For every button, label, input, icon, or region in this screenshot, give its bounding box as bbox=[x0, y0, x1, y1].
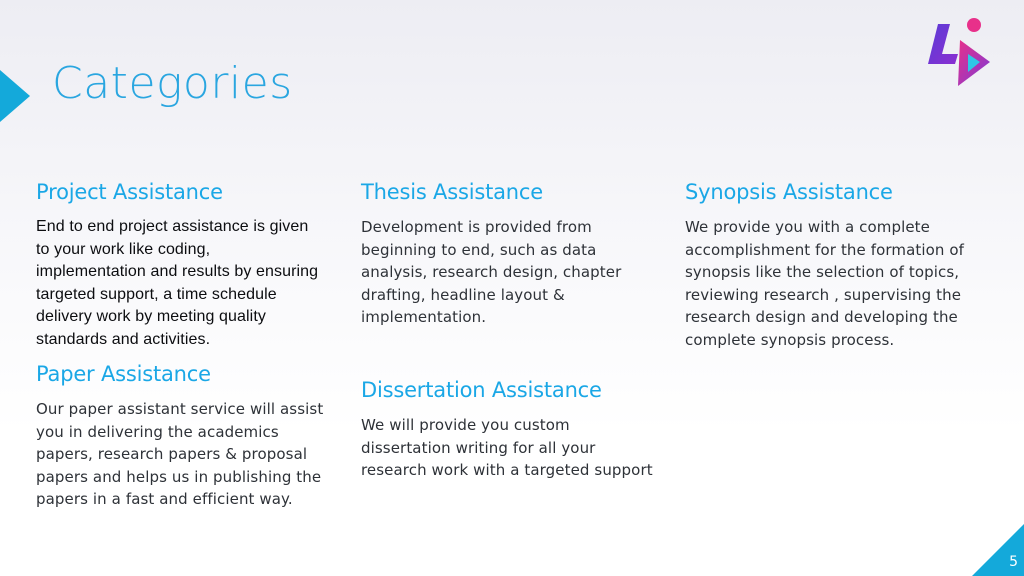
text-line: implementation and results by ensuring bbox=[36, 263, 319, 281]
thesis-assistance-heading: Thesis Assistance bbox=[361, 180, 543, 204]
text-line: We will provide you custom bbox=[361, 416, 570, 434]
text-line: synopsis like the selection of topics, bbox=[685, 263, 960, 282]
synopsis-assistance-text bbox=[685, 216, 995, 352]
project-assistance-text bbox=[36, 216, 336, 352]
page-title: Categories bbox=[52, 58, 293, 109]
text-line: beginning to end, such as data bbox=[361, 240, 597, 259]
text-line: dissertation writing for all your bbox=[361, 438, 596, 457]
dissertation-assistance-text bbox=[361, 414, 661, 482]
title-arrow-decoration bbox=[0, 70, 30, 122]
text-line: End to end project assistance is given bbox=[36, 218, 309, 235]
text-line: to your work like coding, bbox=[36, 240, 211, 258]
dissertation-assistance-heading: Dissertation Assistance bbox=[361, 378, 602, 402]
text-line: papers, research papers & proposal bbox=[36, 445, 308, 464]
text-line: papers in a fast and efficient way. bbox=[36, 490, 293, 509]
text-line: research work with a targeted support bbox=[361, 461, 653, 480]
paper-assistance-text bbox=[36, 398, 336, 511]
text-line: standards and activities. bbox=[36, 330, 211, 348]
text-line: implementation. bbox=[361, 308, 487, 327]
synopsis-assistance-heading: Synopsis Assistance bbox=[685, 180, 893, 204]
text-line: reviewing research , supervising the bbox=[685, 285, 962, 304]
text-line: accomplishment for the formation of bbox=[685, 240, 965, 259]
text-line: We provide you with a complete bbox=[685, 218, 930, 236]
text-line: you in delivering the academics bbox=[36, 422, 279, 441]
text-line: Our paper assistant service will assist bbox=[36, 400, 324, 418]
text-line: research design and developing the bbox=[685, 308, 958, 327]
thesis-assistance-text bbox=[361, 216, 661, 329]
text-line: targeted support, a time schedule bbox=[36, 285, 277, 303]
text-line: complete synopsis process. bbox=[685, 330, 895, 349]
project-assistance-heading: Project Assistance bbox=[36, 180, 223, 204]
paper-assistance-heading: Paper Assistance bbox=[36, 362, 211, 386]
page-number: 5 bbox=[1009, 554, 1018, 570]
text-line: delivery work by meeting quality bbox=[36, 308, 266, 326]
text-line: drafting, headline layout & bbox=[361, 285, 565, 304]
text-line: Development is provided from bbox=[361, 218, 592, 236]
text-line: analysis, research design, chapter bbox=[361, 263, 622, 282]
text-line: papers and helps us in publishing the bbox=[36, 467, 322, 486]
brand-logo-icon bbox=[924, 14, 996, 94]
